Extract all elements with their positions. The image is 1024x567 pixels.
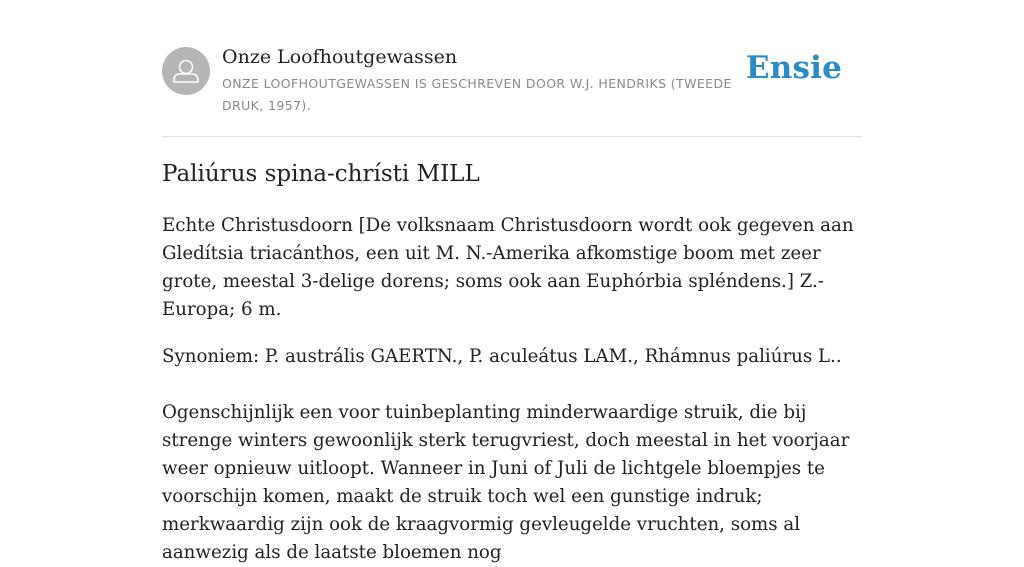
book-header bbox=[162, 40, 862, 137]
entry-paragraph-body: Ogenschijnlijk een voor tuinbeplanting minderwaardige struik, die bij strenge winters gewoonlijk sterk terugvriest, doch meestal in het voorjaar weer opnieuw uitloopt. Wanneer in Juni of Juli de lichtgele bloempjes te voorschijn komen, maakt de struik toch wel een gunstige indruk; merkwaardig zijn ook de kraagvormig gevleugelde vruchten, soms al aanwezig als de laatste bloemen nog bbox=[162, 402, 850, 563]
entry-paragraph-synonyms: Synoniem: P. austrális GAERTN., P. aculeátus LAM., Rhámnus paliúrus L.. bbox=[162, 346, 842, 367]
ensie-logo-link[interactable]: Ensie bbox=[745, 50, 842, 86]
entry-content bbox=[162, 156, 862, 567]
book-title[interactable]: Onze Loofhoutgewassen bbox=[222, 46, 458, 68]
user-icon bbox=[162, 47, 210, 95]
book-subtitle: ONZE LOOFHOUTGEWASSEN IS GESCHREVEN DOOR W.J. HENDRIKS (TWEEDE DRUK, 1957). bbox=[222, 76, 732, 113]
author-avatar[interactable] bbox=[162, 47, 210, 95]
entry-paragraph-description: Echte Christusdoorn [De volksnaam Christusdoorn wordt ook gegeven aan Gledítsia triacánthos, een uit M. N.-Amerika afkomstige boom met zeer grote, meestal 3-delige dorens; soms ook aan Euphórbia spléndens.] Z.-Europa; 6 m. bbox=[162, 215, 854, 320]
entry-title: Paliúrus spina-chrísti MILL bbox=[162, 161, 480, 187]
